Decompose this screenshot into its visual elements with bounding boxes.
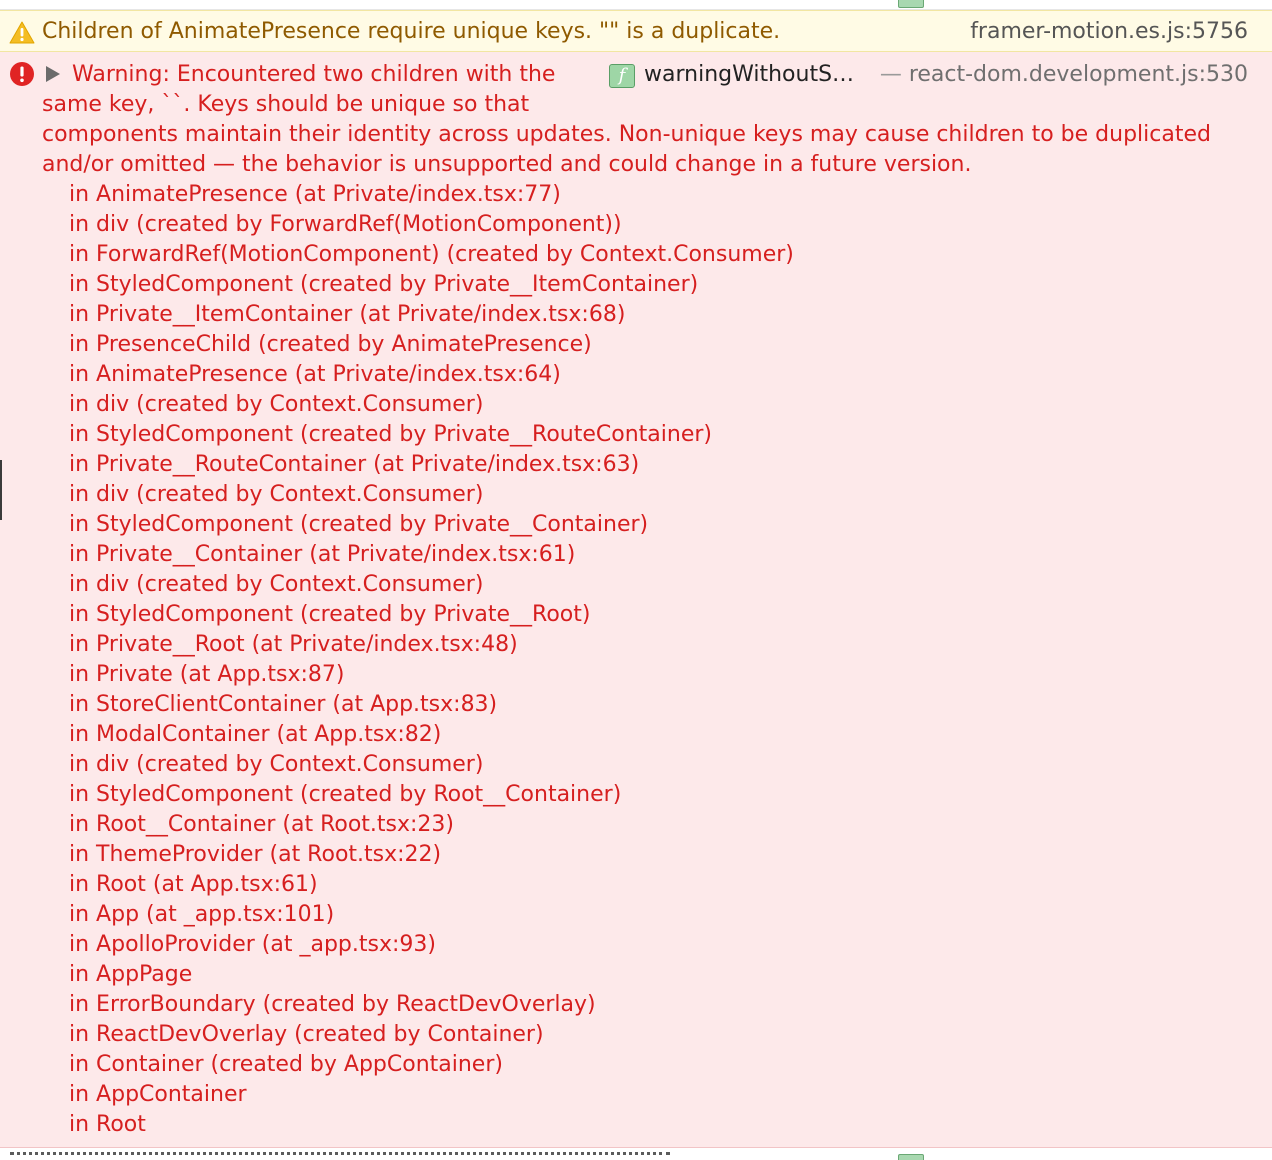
script-badge <box>898 0 924 8</box>
stack-frame: in Private__Root (at Private/index.tsx:48) <box>69 632 518 657</box>
stack-frame: in AppPage <box>69 962 193 987</box>
source-separator: — <box>879 62 902 87</box>
warning-text: Children of AnimatePresence require unique keys. "" is a duplicate. <box>42 19 781 44</box>
error-body-line: and/or omitted — the behavior is unsupported and could change in a future version. <box>42 152 972 177</box>
stack-frame: in PresenceChild (created by AnimatePresence) <box>69 332 592 357</box>
stack-frame: in Private__Container (at Private/index.tsx:61) <box>69 542 576 567</box>
stack-frame: in App (at _app.tsx:101) <box>69 902 335 927</box>
error-headline-continued: same key, ``. Keys should be unique so that <box>42 92 530 117</box>
stack-frame: in div (created by Context.Consumer) <box>69 482 484 507</box>
function-icon: f <box>609 64 635 88</box>
stack-frame: in ModalContainer (at App.tsx:82) <box>69 722 442 747</box>
expand-triangle-icon[interactable] <box>46 66 60 82</box>
stack-frame: in Private__ItemContainer (at Private/index.tsx:68) <box>69 302 626 327</box>
stack-frame: in StyledComponent (created by Private__ItemContainer) <box>69 272 699 297</box>
stack-frame: in div (created by ForwardRef(MotionComponent)) <box>69 212 622 237</box>
truncated-message-text <box>10 1152 670 1160</box>
stack-frame: in ErrorBoundary (created by ReactDevOverlay) <box>69 992 596 1017</box>
error-circle-icon <box>9 61 35 87</box>
stack-frame: in Root__Container (at Root.tsx:23) <box>69 812 455 837</box>
stack-frame: in StyledComponent (created by Private__RouteContainer) <box>69 422 712 447</box>
warning-triangle-icon <box>9 21 35 44</box>
stack-frame: in AnimatePresence (at Private/index.tsx:64) <box>69 362 561 387</box>
stack-frame: in Private__RouteContainer (at Private/index.tsx:63) <box>69 452 640 477</box>
error-body <box>42 120 1252 180</box>
error-headline: Warning: Encountered two children with the <box>72 62 556 87</box>
stack-frame: in ForwardRef(MotionComponent) (created by Context.Consumer) <box>69 242 794 267</box>
error-body-line: components maintain their identity across updates. Non-unique keys may cause children to be duplicated <box>42 122 1211 147</box>
stack-frame: in Root (at App.tsx:61) <box>69 872 318 897</box>
next-console-message <box>0 1148 1272 1160</box>
stack-frame: in Container (created by AppContainer) <box>69 1052 503 1077</box>
stack-frame: in div (created by Context.Consumer) <box>69 572 484 597</box>
stack-frame: in Private (at App.tsx:87) <box>69 662 345 687</box>
error-source-link[interactable] <box>880 60 1248 90</box>
stack-frame: in ThemeProvider (at Root.tsx:22) <box>69 842 442 867</box>
stack-frame: in StyledComponent (created by Private__Root) <box>69 602 591 627</box>
stack-frame: in StyledComponent (created by Private__Container) <box>69 512 649 537</box>
stack-frame: in Root <box>69 1112 146 1137</box>
stack-frame: in ApolloProvider (at _app.tsx:93) <box>69 932 436 957</box>
script-badge <box>898 1154 924 1160</box>
stack-frame: in ReactDevOverlay (created by Container) <box>69 1022 544 1047</box>
stack-frame: in div (created by Context.Consumer) <box>69 752 484 777</box>
console-error-message[interactable] <box>0 52 1272 1148</box>
error-source-file: react-dom.development.js:530 <box>908 62 1248 87</box>
stack-frame: in AppContainer <box>69 1082 247 1107</box>
warning-source-link[interactable]: framer-motion.es.js:5756 <box>970 19 1248 44</box>
stack-frame: in AnimatePresence (at Private/index.tsx:77) <box>69 182 561 207</box>
component-stack <box>69 180 794 1140</box>
function-name-link[interactable]: warningWithoutS… <box>644 62 855 87</box>
console-warning-message[interactable] <box>0 10 1272 52</box>
stack-frame: in StyledComponent (created by Root__Container) <box>69 782 622 807</box>
scroll-edge-marker <box>0 460 2 520</box>
stack-frame: in StoreClientContainer (at App.tsx:83) <box>69 692 498 717</box>
previous-console-message <box>0 0 1272 10</box>
stack-frame: in div (created by Context.Consumer) <box>69 392 484 417</box>
